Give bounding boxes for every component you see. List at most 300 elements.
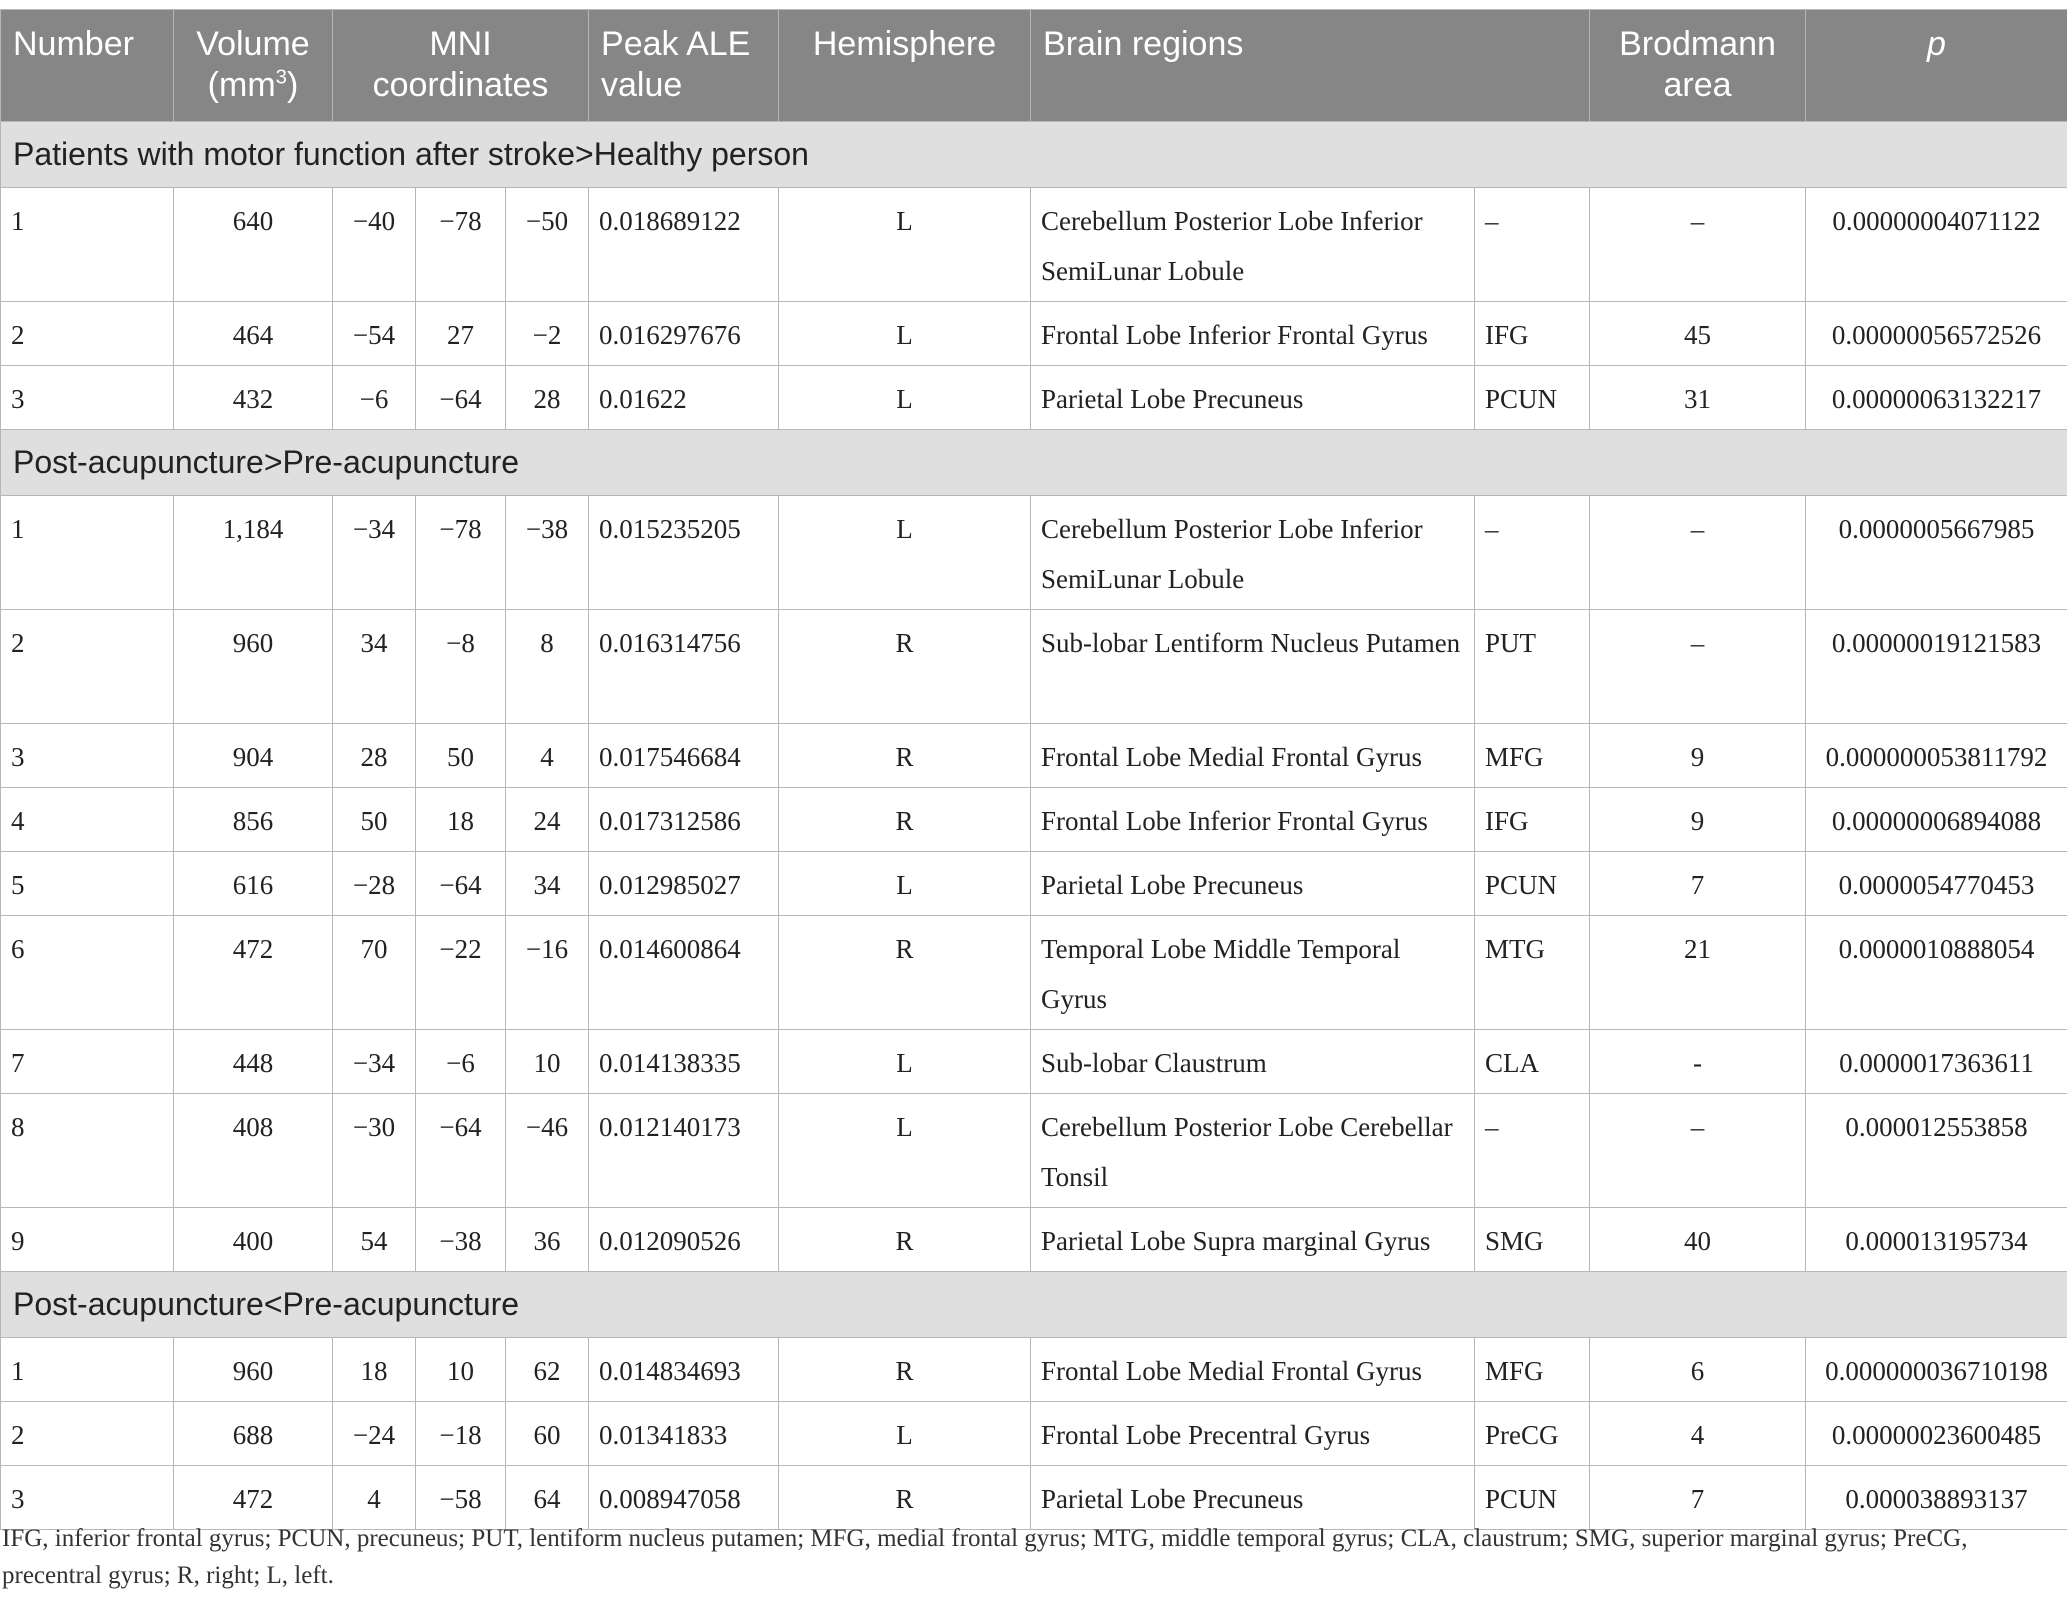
cell-number-text: 8 — [11, 1112, 25, 1142]
cell-p-value — [1806, 188, 2067, 302]
cell-mni-y — [416, 188, 506, 302]
cell-volume-text: 432 — [232, 384, 274, 414]
cell-region-abbreviation-text: PCUN — [1485, 870, 1558, 900]
cell-mni-z — [506, 1338, 589, 1402]
cell-mni-y — [416, 1338, 506, 1402]
section-title: Post-acupuncture>Pre-acupuncture — [1, 430, 2067, 496]
cell-region-abbreviation-text: PCUN — [1485, 384, 1558, 414]
table-row — [1, 188, 2067, 302]
table-row — [1, 724, 2067, 788]
cell-region-abbreviation-text: – — [1485, 514, 1499, 544]
cell-peak-ale-text: 0.012140173 — [599, 1112, 741, 1142]
cell-mni-x-text: 50 — [360, 806, 388, 836]
cell-mni-z-text: 60 — [533, 1420, 561, 1450]
cell-volume-text: 616 — [232, 870, 274, 900]
cell-brodmann-area — [1590, 496, 1806, 610]
cell-brodmann-area-text: 9 — [1690, 806, 1705, 836]
cell-peak-ale-text: 0.01341833 — [599, 1420, 728, 1450]
cell-brain-region-text: Temporal Lobe Middle Temporal Gyrus — [1041, 934, 1401, 1014]
cell-mni-x — [333, 610, 416, 724]
cell-mni-z — [506, 1094, 589, 1208]
cell-mni-x-text: 28 — [360, 742, 388, 772]
cell-hemisphere — [779, 916, 1031, 1030]
cell-hemisphere — [779, 1208, 1031, 1272]
cell-mni-y — [416, 496, 506, 610]
cell-mni-x-text: −34 — [352, 514, 396, 544]
cell-brain-region — [1031, 1030, 1475, 1094]
cell-hemisphere-text: L — [896, 1112, 913, 1142]
cell-mni-y-text: 27 — [447, 320, 474, 350]
cell-hemisphere-text: R — [895, 806, 914, 836]
cell-mni-y — [416, 366, 506, 430]
cell-mni-z — [506, 1402, 589, 1466]
cell-region-abbreviation-text: – — [1485, 1112, 1499, 1142]
cell-mni-x-text: 4 — [367, 1484, 381, 1514]
cell-volume — [174, 916, 333, 1030]
cell-mni-y — [416, 302, 506, 366]
cell-hemisphere — [779, 1030, 1031, 1094]
cell-mni-z-text: 36 — [533, 1226, 561, 1256]
cell-mni-x-text: −40 — [352, 206, 396, 236]
cell-mni-x — [333, 302, 416, 366]
cell-mni-z-text: 64 — [533, 1484, 561, 1514]
cell-volume — [174, 724, 333, 788]
cell-mni-z — [506, 610, 589, 724]
table-footnote: IFG, inferior frontal gyrus; PCUN, precuneus; PUT, lentiform nucleus putamen; MFG, medial frontal gyrus; MTG, middle temporal gyrus; CLA, claustrum; SMG, superior marginal gyrus; PreCG, precentral gyrus; R, right; L, left. — [2, 1525, 1968, 1589]
cell-volume-text: 408 — [232, 1112, 274, 1142]
section-header-row — [1, 122, 2067, 188]
cell-brain-region — [1031, 302, 1475, 366]
cell-volume — [174, 788, 333, 852]
cell-p-value — [1806, 1402, 2067, 1466]
cell-p-value — [1806, 852, 2067, 916]
cell-hemisphere-text: R — [895, 1484, 914, 1514]
cell-mni-z — [506, 1208, 589, 1272]
table-row — [1, 302, 2067, 366]
cell-mni-x — [333, 1338, 416, 1402]
cell-p-value-text: 0.00000056572526 — [1831, 320, 2042, 350]
cell-volume — [174, 366, 333, 430]
cell-number-text: 2 — [11, 628, 25, 658]
section-title: Post-acupuncture<Pre-acupuncture — [1, 1272, 2067, 1338]
table-row — [1, 852, 2067, 916]
cell-peak-ale — [589, 724, 779, 788]
cell-peak-ale — [589, 496, 779, 610]
cell-hemisphere-text: L — [896, 206, 913, 236]
cell-region-abbreviation-text: PCUN — [1485, 1484, 1558, 1514]
cell-p-value-text: 0.00000004071122 — [1832, 206, 2041, 236]
cell-brain-region-text: Frontal Lobe Precentral Gyrus — [1041, 1420, 1371, 1450]
cell-brain-region-text: Parietal Lobe Precuneus — [1041, 1484, 1304, 1514]
cell-brain-region — [1031, 610, 1475, 724]
cell-mni-z — [506, 188, 589, 302]
cell-hemisphere — [779, 1402, 1031, 1466]
cell-volume — [174, 1030, 333, 1094]
cell-mni-z-text: 24 — [533, 806, 561, 836]
cell-region-abbreviation — [1475, 496, 1590, 610]
cell-mni-x — [333, 1030, 416, 1094]
cell-peak-ale — [589, 1208, 779, 1272]
cell-hemisphere — [779, 852, 1031, 916]
table-row — [1, 1030, 2067, 1094]
cell-region-abbreviation-text: – — [1485, 206, 1499, 236]
cell-mni-x-text: −30 — [352, 1112, 396, 1142]
cell-hemisphere — [779, 302, 1031, 366]
cell-p-value — [1806, 496, 2067, 610]
cell-peak-ale-text: 0.012985027 — [599, 870, 741, 900]
cell-mni-y-text: −78 — [439, 206, 482, 236]
cell-brain-region-text: Frontal Lobe Inferior Frontal Gyrus — [1041, 806, 1428, 836]
cell-hemisphere-text: L — [896, 1048, 913, 1078]
cell-p-value-text: 0.000000036710198 — [1825, 1356, 2048, 1386]
cell-hemisphere — [779, 496, 1031, 610]
cell-number — [1, 724, 174, 788]
cell-brain-region-text: Cerebellum Posterior Lobe Cerebellar Tonsil — [1041, 1112, 1453, 1192]
cell-mni-z-text: −50 — [525, 206, 569, 236]
cell-number-text: 6 — [11, 934, 25, 964]
cell-number — [1, 852, 174, 916]
cell-volume-text: 464 — [232, 320, 274, 350]
cell-number-text: 3 — [11, 384, 25, 414]
cell-peak-ale — [589, 610, 779, 724]
cell-number — [1, 1338, 174, 1402]
cell-brodmann-area — [1590, 916, 1806, 1030]
cell-peak-ale-text: 0.018689122 — [599, 206, 741, 236]
cell-brain-region — [1031, 496, 1475, 610]
cell-hemisphere-text: L — [896, 1420, 913, 1450]
cell-volume-text: 904 — [232, 742, 274, 772]
cell-p-value-text: 0.00000019121583 — [1831, 628, 2042, 658]
cell-brain-region — [1031, 1402, 1475, 1466]
cell-volume — [174, 1402, 333, 1466]
table-row — [1, 1338, 2067, 1402]
cell-volume — [174, 302, 333, 366]
header-mni-coordinates: MNI coordinates — [333, 10, 589, 122]
cell-brain-region — [1031, 724, 1475, 788]
cell-brodmann-area-text: – — [1690, 628, 1705, 658]
cell-brodmann-area — [1590, 1030, 1806, 1094]
cell-mni-z-text: 28 — [533, 384, 561, 414]
cell-mni-x — [333, 724, 416, 788]
section-header-row — [1, 430, 2067, 496]
cell-brain-region-text: Sub-lobar Claustrum — [1041, 1048, 1267, 1078]
cell-region-abbreviation-text: PUT — [1485, 628, 1537, 658]
cell-volume-text: 688 — [232, 1420, 274, 1450]
cell-p-value — [1806, 302, 2067, 366]
cell-mni-y — [416, 1402, 506, 1466]
cell-hemisphere-text: R — [895, 742, 914, 772]
cell-mni-x — [333, 916, 416, 1030]
cell-mni-y-text: −22 — [439, 934, 482, 964]
section-title: Patients with motor function after stroke>Healthy person — [1, 122, 2067, 188]
cell-mni-y-text: −6 — [446, 1048, 475, 1078]
cell-mni-x — [333, 496, 416, 610]
cell-brodmann-area — [1590, 852, 1806, 916]
cell-number — [1, 610, 174, 724]
cell-mni-x — [333, 1402, 416, 1466]
table-row — [1, 788, 2067, 852]
cell-mni-x — [333, 852, 416, 916]
cell-brodmann-area-text: 21 — [1684, 934, 1712, 964]
cell-brodmann-area-text: 31 — [1684, 384, 1712, 414]
cell-mni-z — [506, 788, 589, 852]
cell-hemisphere-text: L — [896, 384, 913, 414]
cell-number — [1, 1030, 174, 1094]
ale-results-table — [0, 9, 2067, 1530]
cell-region-abbreviation-text: PreCG — [1485, 1420, 1559, 1450]
cell-mni-y-text: −64 — [439, 384, 482, 414]
cell-brain-region-text: Frontal Lobe Inferior Frontal Gyrus — [1041, 320, 1428, 350]
cell-mni-y-text: −64 — [439, 1112, 482, 1142]
cell-number — [1, 188, 174, 302]
cell-mni-z — [506, 916, 589, 1030]
cell-number-text: 4 — [11, 806, 25, 836]
cell-brodmann-area-text: - — [1693, 1048, 1703, 1078]
header-row — [1, 10, 2067, 122]
cell-number-text: 5 — [11, 870, 25, 900]
cell-mni-y-text: 18 — [447, 806, 474, 836]
cell-region-abbreviation — [1475, 852, 1590, 916]
table-row — [1, 366, 2067, 430]
results-table-wrapper — [0, 9, 2067, 1530]
cell-peak-ale-text: 0.015235205 — [599, 514, 741, 544]
cell-region-abbreviation-text: CLA — [1485, 1048, 1540, 1078]
cell-number — [1, 366, 174, 430]
cell-number — [1, 496, 174, 610]
cell-peak-ale-text: 0.016297676 — [599, 320, 741, 350]
cell-region-abbreviation — [1475, 916, 1590, 1030]
cell-brodmann-area — [1590, 724, 1806, 788]
cell-brodmann-area-text: 4 — [1690, 1420, 1705, 1450]
cell-p-value-text: 0.00000023600485 — [1831, 1420, 2042, 1450]
cell-volume-text: 1,184 — [222, 514, 284, 544]
cell-region-abbreviation — [1475, 366, 1590, 430]
cell-volume — [174, 852, 333, 916]
cell-hemisphere-text: R — [895, 934, 914, 964]
cell-mni-y-text: 50 — [447, 742, 474, 772]
cell-mni-y — [416, 916, 506, 1030]
cell-p-value — [1806, 1030, 2067, 1094]
table-row — [1, 610, 2067, 724]
cell-peak-ale-text: 0.008947058 — [599, 1484, 741, 1514]
header-peak-ale: Peak ALE value — [589, 10, 779, 122]
cell-mni-y-text: −58 — [439, 1484, 482, 1514]
cell-peak-ale-text: 0.012090526 — [599, 1226, 741, 1256]
cell-region-abbreviation — [1475, 610, 1590, 724]
cell-brain-region-text: Sub-lobar Lentiform Nucleus Putamen — [1041, 628, 1461, 658]
cell-mni-x — [333, 788, 416, 852]
cell-mni-z — [506, 1030, 589, 1094]
cell-peak-ale-text: 0.01622 — [599, 384, 687, 414]
header-volume: Volume $(mm^3)$ — [174, 10, 333, 122]
cell-region-abbreviation — [1475, 788, 1590, 852]
cell-volume-text: 640 — [232, 206, 274, 236]
cell-number — [1, 1402, 174, 1466]
cell-mni-z-text: 62 — [533, 1356, 561, 1386]
cell-hemisphere — [779, 1338, 1031, 1402]
cell-mni-x-text: 34 — [360, 628, 388, 658]
cell-p-value — [1806, 724, 2067, 788]
cell-hemisphere — [779, 724, 1031, 788]
cell-volume-text: 856 — [232, 806, 274, 836]
cell-region-abbreviation — [1475, 1338, 1590, 1402]
cell-peak-ale — [589, 1094, 779, 1208]
cell-p-value-text: 0.0000054770453 — [1838, 870, 2035, 900]
cell-mni-x-text: 70 — [360, 934, 388, 964]
cell-p-value-text: 0.0000005667985 — [1838, 514, 2035, 544]
cell-p-value-text: 0.000038893137 — [1845, 1484, 2028, 1514]
cell-brain-region — [1031, 1338, 1475, 1402]
cell-peak-ale — [589, 1030, 779, 1094]
cell-brain-region-text: Parietal Lobe Supra marginal Gyrus — [1041, 1226, 1431, 1256]
cell-p-value-text: 0.0000017363611 — [1839, 1048, 2034, 1078]
cell-peak-ale — [589, 302, 779, 366]
cell-region-abbreviation — [1475, 302, 1590, 366]
cell-brodmann-area — [1590, 302, 1806, 366]
cell-volume — [174, 1338, 333, 1402]
cell-mni-y — [416, 1030, 506, 1094]
cell-volume-text: 960 — [232, 628, 274, 658]
cell-hemisphere-text: R — [895, 1356, 914, 1386]
cell-mni-z — [506, 724, 589, 788]
cell-mni-x-text: −28 — [352, 870, 396, 900]
cell-mni-z-text: 4 — [540, 742, 554, 772]
cell-mni-z-text: 10 — [533, 1048, 561, 1078]
cell-mni-x-text: −24 — [352, 1420, 396, 1450]
cell-mni-x — [333, 366, 416, 430]
cell-region-abbreviation-text: IFG — [1485, 320, 1529, 350]
cell-mni-z-text: 8 — [540, 628, 554, 658]
cell-mni-z — [506, 366, 589, 430]
cell-region-abbreviation — [1475, 724, 1590, 788]
cell-mni-y-text: −18 — [439, 1420, 482, 1450]
cell-brodmann-area-text: 45 — [1684, 320, 1712, 350]
cell-mni-y — [416, 1208, 506, 1272]
cell-p-value — [1806, 1208, 2067, 1272]
cell-brain-region-text: Frontal Lobe Medial Frontal Gyrus — [1041, 742, 1422, 772]
cell-volume — [174, 496, 333, 610]
cell-p-value-text: 0.000000053811792 — [1825, 742, 2048, 772]
cell-p-value — [1806, 366, 2067, 430]
cell-brain-region — [1031, 188, 1475, 302]
cell-p-value-text: 0.000012553858 — [1845, 1112, 2028, 1142]
cell-brodmann-area — [1590, 1094, 1806, 1208]
cell-peak-ale-text: 0.016314756 — [599, 628, 741, 658]
cell-volume — [174, 1094, 333, 1208]
cell-brodmann-area — [1590, 1338, 1806, 1402]
cell-volume-text: 400 — [232, 1226, 274, 1256]
cell-peak-ale-text: 0.017546684 — [599, 742, 741, 772]
cell-hemisphere — [779, 188, 1031, 302]
cell-number — [1, 302, 174, 366]
cell-mni-y — [416, 1094, 506, 1208]
cell-number-text: 1 — [11, 514, 25, 544]
cell-brain-region — [1031, 366, 1475, 430]
cell-p-value — [1806, 1338, 2067, 1402]
cell-brodmann-area-text: 9 — [1690, 742, 1705, 772]
cell-mni-y-text: 10 — [447, 1356, 474, 1386]
cell-mni-y — [416, 610, 506, 724]
table-row — [1, 1094, 2067, 1208]
cell-brodmann-area — [1590, 188, 1806, 302]
cell-volume-text: 448 — [232, 1048, 274, 1078]
header-hemisphere: Hemisphere — [779, 10, 1031, 122]
cell-brain-region — [1031, 916, 1475, 1030]
table-row — [1, 1402, 2067, 1466]
cell-number-text: 2 — [11, 1420, 25, 1450]
cell-mni-z — [506, 302, 589, 366]
cell-mni-x-text: −54 — [352, 320, 396, 350]
cell-number-text: 3 — [11, 742, 25, 772]
cell-hemisphere-text: L — [896, 870, 913, 900]
cell-mni-z-text: 34 — [533, 870, 561, 900]
cell-brodmann-area-text: 7 — [1690, 1484, 1705, 1514]
cell-region-abbreviation-text: MTG — [1485, 934, 1546, 964]
cell-brain-region-text: Frontal Lobe Medial Frontal Gyrus — [1041, 1356, 1422, 1386]
cell-brain-region-text: Parietal Lobe Precuneus — [1041, 870, 1304, 900]
cell-brodmann-area — [1590, 1402, 1806, 1466]
cell-volume-text: 960 — [232, 1356, 274, 1386]
cell-mni-z-text: −16 — [525, 934, 569, 964]
cell-brodmann-area — [1590, 610, 1806, 724]
cell-region-abbreviation — [1475, 188, 1590, 302]
cell-mni-x-text: 54 — [360, 1226, 388, 1256]
cell-brodmann-area-text: 7 — [1690, 870, 1705, 900]
cell-brain-region — [1031, 852, 1475, 916]
cell-mni-x — [333, 1094, 416, 1208]
cell-mni-y — [416, 724, 506, 788]
cell-mni-z-text: −2 — [532, 320, 562, 350]
cell-volume — [174, 610, 333, 724]
header-p-value: p — [1806, 10, 2067, 122]
cell-brodmann-area — [1590, 1208, 1806, 1272]
cell-p-value-text: 0.0000010888054 — [1838, 934, 2035, 964]
cell-hemisphere — [779, 788, 1031, 852]
cell-peak-ale-text: 0.014138335 — [599, 1048, 741, 1078]
table-row — [1, 1208, 2067, 1272]
cell-p-value — [1806, 1094, 2067, 1208]
cell-hemisphere-text: R — [895, 628, 914, 658]
cell-number — [1, 916, 174, 1030]
cell-number — [1, 788, 174, 852]
cell-mni-x-text: −6 — [359, 384, 389, 414]
cell-brodmann-area-text: 6 — [1690, 1356, 1705, 1386]
header-brain-regions: Brain regions — [1031, 10, 1590, 122]
cell-region-abbreviation — [1475, 1402, 1590, 1466]
cell-peak-ale-text: 0.014834693 — [599, 1356, 741, 1386]
cell-number-text: 1 — [11, 206, 25, 236]
cell-mni-y-text: −8 — [446, 628, 475, 658]
cell-region-abbreviation-text: MFG — [1485, 742, 1544, 772]
cell-region-abbreviation-text: IFG — [1485, 806, 1529, 836]
header-number: Number — [1, 10, 174, 122]
cell-mni-z — [506, 496, 589, 610]
cell-brodmann-area-text: – — [1690, 1112, 1705, 1142]
cell-number-text: 3 — [11, 1484, 25, 1514]
cell-peak-ale-text: 0.014600864 — [599, 934, 741, 964]
cell-brain-region-text: Parietal Lobe Precuneus — [1041, 384, 1304, 414]
cell-brodmann-area-text: – — [1690, 206, 1705, 236]
cell-mni-z-text: −38 — [525, 514, 569, 544]
cell-number-text: 9 — [11, 1226, 25, 1256]
cell-mni-y-text: −78 — [439, 514, 482, 544]
cell-peak-ale — [589, 916, 779, 1030]
cell-brodmann-area — [1590, 366, 1806, 430]
table-row — [1, 916, 2067, 1030]
cell-hemisphere — [779, 1094, 1031, 1208]
cell-region-abbreviation-text: MFG — [1485, 1356, 1544, 1386]
cell-peak-ale — [589, 852, 779, 916]
